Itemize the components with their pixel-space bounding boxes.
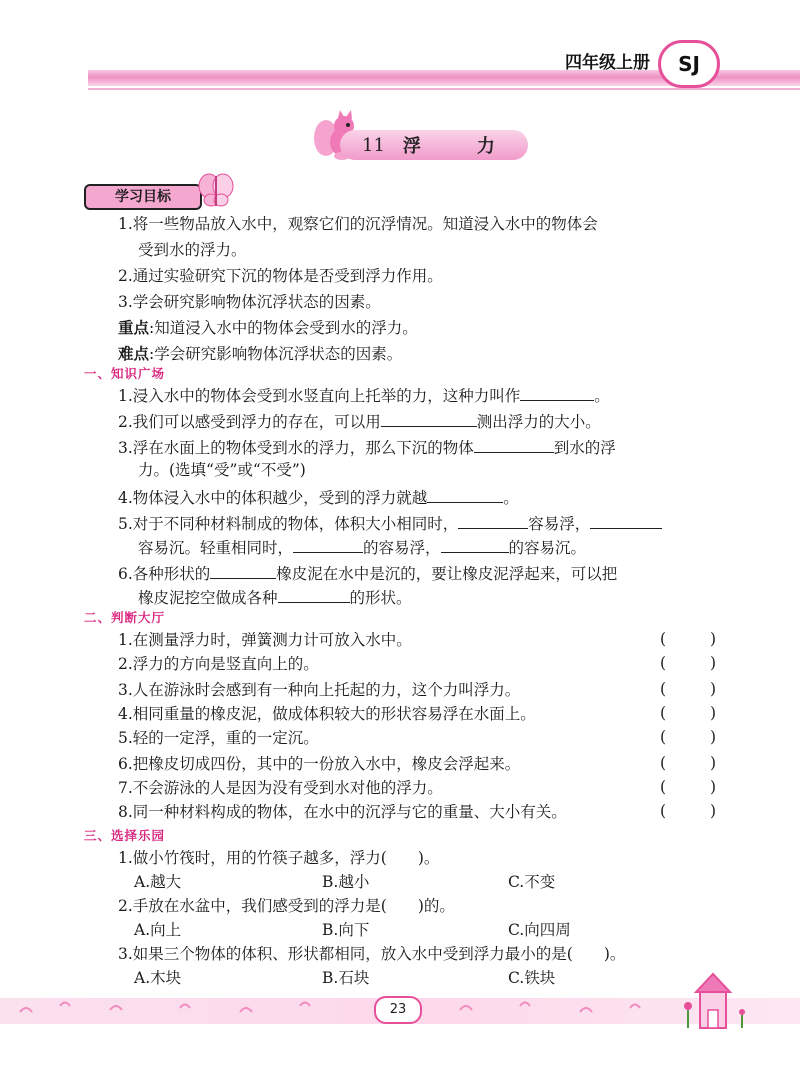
judge-answer-8[interactable] (660, 802, 716, 820)
q5-mid: 容易浮， (528, 515, 591, 533)
paren-close: ) (709, 754, 716, 772)
paren-open: ( (660, 704, 667, 722)
fill-question-6 (118, 562, 617, 584)
fill-question-2 (118, 410, 601, 432)
q5-text-2: 容易沉。轻重相同时， (138, 539, 294, 557)
q6-text: 6.各种形状的 (118, 565, 211, 583)
judge-item-6: 6.把橡皮切成四份，其中的一份放入水中，橡皮会浮起来。 (118, 755, 521, 773)
paren-close: ) (709, 654, 716, 672)
paren-open: ( (660, 630, 667, 648)
lesson-title-part-2: 力 (476, 136, 495, 157)
choice-question-1: 1.做小竹筏时，用的竹筷子越多，浮力( )。 (118, 849, 440, 867)
choice-3-option-c[interactable]: C.铁块 (508, 969, 556, 987)
paren-close: ) (709, 802, 716, 820)
fill-question-5 (118, 512, 662, 534)
fill-question-1 (118, 384, 610, 406)
judge-item-3: 3.人在游泳时会感到有一种向上托起的力，这个力叫浮力。 (118, 681, 521, 699)
q4-text: 4.物体浸入水中的体积越少，受到的浮力就越 (118, 489, 428, 507)
study-goals-label: 学习目标 (84, 184, 202, 210)
paren-close: ) (709, 680, 716, 698)
fill-question-4 (118, 486, 519, 508)
goal-item-1: 1.将一些物品放入水中，观察它们的沉浮情况。知道浸入水中的物体会 (118, 215, 598, 233)
q3-text: 3.浮在水面上的物体受到水的浮力，那么下沉的物体 (118, 439, 474, 457)
q5-blank-1[interactable] (458, 512, 528, 529)
judge-answer-1[interactable] (660, 630, 716, 648)
difficult-point-text: :学会研究影响物体沉浮状态的因素。 (149, 345, 403, 363)
paren-close: ) (709, 778, 716, 796)
section-knowledge-title: 一、知识广场 (84, 366, 166, 381)
q1-end: 。 (594, 387, 610, 405)
fill-question-6-cont (138, 586, 412, 608)
choice-question-3: 3.如果三个物体的体积、形状都相同，放入水中受到浮力最小的是( )。 (118, 945, 626, 963)
section-choice-title: 三、选择乐园 (84, 828, 166, 843)
choice-3-option-a[interactable]: A.木块 (134, 969, 182, 987)
grade-label: 四年级上册 (565, 53, 650, 73)
choice-3-option-b[interactable]: B.石块 (322, 969, 370, 987)
paren-open: ( (660, 728, 667, 746)
q2-blank[interactable] (381, 410, 477, 427)
fill-question-3 (118, 436, 616, 458)
q2-end: 测出浮力的大小。 (476, 413, 601, 431)
key-point-text: :知道浸入水中的物体会受到水的浮力。 (149, 319, 418, 337)
judge-answer-3[interactable] (660, 680, 716, 698)
q5-blank-4[interactable] (441, 536, 509, 553)
judge-item-1: 1.在测量浮力时，弹簧测力计可放入水中。 (118, 631, 412, 649)
fill-question-5-cont (138, 536, 586, 558)
choice-2-option-b[interactable]: B.向下 (322, 921, 370, 939)
q5-blank-2[interactable] (590, 512, 662, 529)
paren-open: ( (660, 754, 667, 772)
judge-answer-2[interactable] (660, 654, 716, 672)
judge-item-5: 5.轻的一定浮，重的一定沉。 (118, 729, 319, 747)
paren-close: ) (709, 704, 716, 722)
choice-1-option-a[interactable]: A.越大 (134, 873, 182, 891)
judge-answer-5[interactable] (660, 728, 716, 746)
goal-item-3: 3.学会研究影响物体沉浮状态的因素。 (118, 293, 381, 311)
edition-badge: SJ (658, 40, 720, 88)
page-number: 23 (374, 996, 422, 1024)
paren-close: ) (709, 630, 716, 648)
judge-answer-6[interactable] (660, 754, 716, 772)
choice-1-option-c[interactable]: C.不变 (508, 873, 556, 891)
key-point-label: 重点 (118, 319, 150, 337)
q6-blank-1[interactable] (210, 562, 276, 579)
section-judgment-title: 二、判断大厅 (84, 610, 166, 625)
difficult-point-label: 难点 (118, 345, 150, 363)
paren-open: ( (660, 680, 667, 698)
paren-open: ( (660, 802, 667, 820)
q6-end: 的形状。 (349, 589, 412, 607)
paren-close: ) (709, 728, 716, 746)
q6-text-2: 橡皮泥挖空做成各种 (138, 589, 278, 607)
lesson-number: 11 (362, 134, 385, 156)
header-rule (88, 88, 800, 90)
judge-answer-4[interactable] (660, 704, 716, 722)
q5-end: 的容易沉。 (508, 539, 587, 557)
q6-blank-2[interactable] (278, 586, 350, 603)
difficult-point (118, 344, 402, 364)
q6-mid: 橡皮泥在水中是沉的，要让橡皮泥浮起来，可以把 (276, 565, 618, 583)
paren-open: ( (660, 654, 667, 672)
judge-item-4: 4.相同重量的橡皮泥，做成体积较大的形状容易浮在水面上。 (118, 705, 536, 723)
q5-mid-2: 的容易浮， (363, 539, 441, 557)
q3-end: 到水的浮 (553, 439, 616, 457)
q2-text: 2.我们可以感受到浮力的存在，可以用 (118, 413, 381, 431)
judge-answer-7[interactable] (660, 778, 716, 796)
q4-end: 。 (503, 489, 519, 507)
lesson-title (340, 130, 528, 160)
lesson-title-part-1: 浮 (402, 136, 421, 157)
judge-item-8: 8.同一种材料构成的物体，在水中的沉浮与它的重量、大小有关。 (118, 803, 567, 821)
judge-item-7: 7.不会游泳的人是因为没有受到水对他的浮力。 (118, 779, 443, 797)
choice-2-option-a[interactable]: A.向上 (134, 921, 182, 939)
goal-item-2: 2.通过实验研究下沉的物体是否受到浮力作用。 (118, 267, 443, 285)
paren-open: ( (660, 778, 667, 796)
judge-item-2: 2.浮力的方向是竖直向上的。 (118, 655, 319, 673)
choice-1-option-b[interactable]: B.越小 (322, 873, 370, 891)
q1-text: 1.浸入水中的物体会受到水竖直向上托举的力，这种力叫作 (118, 387, 521, 405)
q5-blank-3[interactable] (293, 536, 363, 553)
choice-2-option-c[interactable]: C.向四周 (508, 921, 571, 939)
q1-blank[interactable] (520, 384, 594, 401)
q5-text: 5.对于不同种材料制成的物体，体积大小相同时， (118, 515, 459, 533)
q3-blank[interactable] (474, 436, 554, 453)
butterfly-icon (196, 172, 236, 208)
q4-blank[interactable] (427, 486, 503, 503)
goal-item-1-cont: 受到水的浮力。 (138, 241, 247, 259)
choice-question-2: 2.手放在水盆中，我们感受到的浮力是( )的。 (118, 897, 455, 915)
fill-question-3-cont: 力。(选填“受”或“不受”) (138, 461, 306, 479)
key-point (118, 318, 418, 338)
